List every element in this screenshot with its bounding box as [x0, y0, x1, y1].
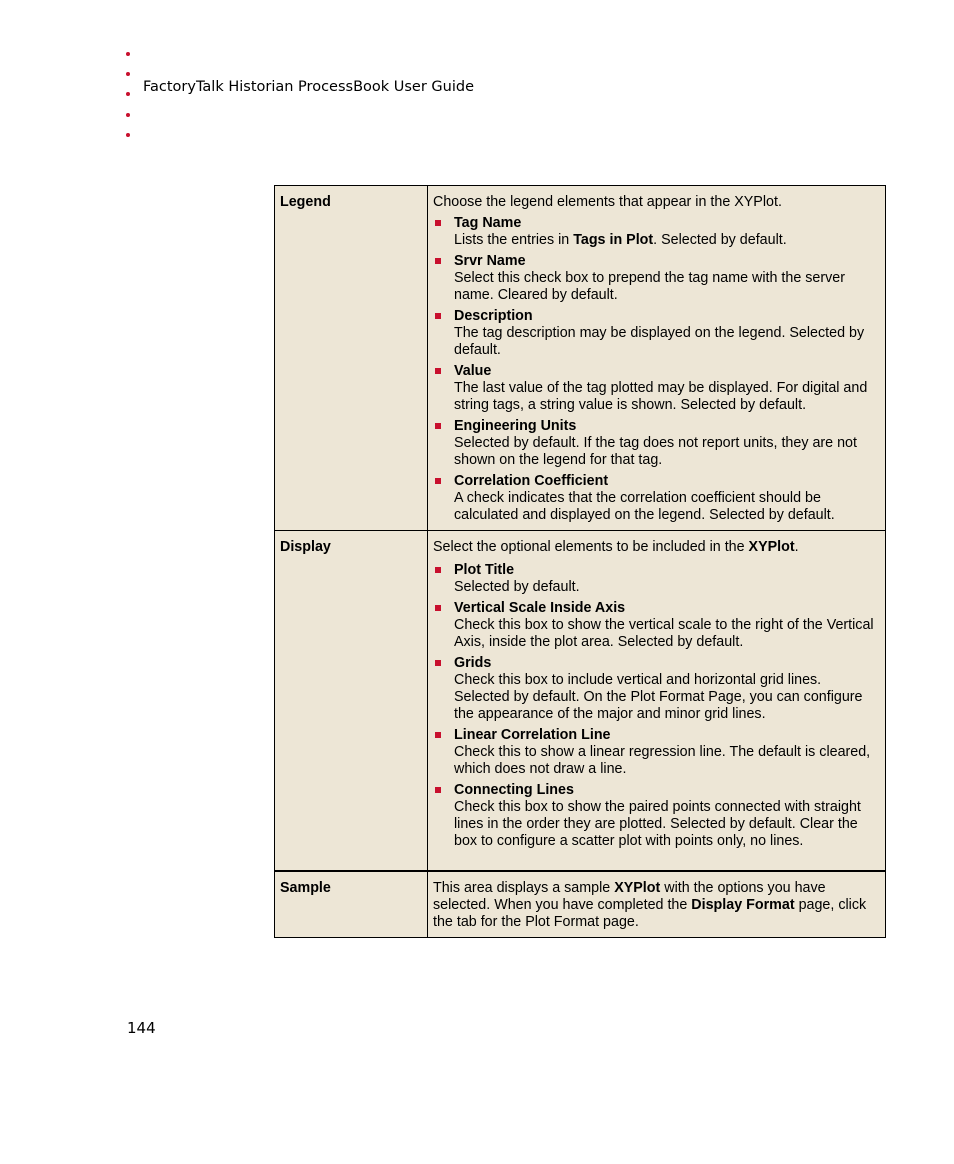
square-bullet-icon — [435, 787, 441, 793]
row-intro — [433, 539, 880, 556]
item-name: Grids — [454, 655, 492, 671]
sample-text: page, click the tab for the Plot Format page. — [433, 897, 867, 930]
item-desc: Check this box to show the paired points connected with straight lines in the order they are plotted. Selected by default. Clear the box to configure a scatter plot with points only, no lines. — [454, 799, 861, 849]
item-desc: Check this box to include vertical and horizontal grid lines. Selected by default. On the Plot Format Page, you can configure the appearance of the major and minor grid lines. — [454, 672, 863, 722]
square-bullet-icon — [435, 732, 441, 738]
sample-text: with the options you have selected. When you have completed the — [433, 880, 826, 913]
square-bullet-icon — [435, 258, 441, 264]
row-intro: Choose the legend elements that appear in the XYPlot. — [433, 194, 782, 210]
list-item — [433, 782, 880, 850]
square-bullet-icon — [435, 368, 441, 374]
item-desc: Select this check box to prepend the tag name with the server name. Cleared by default. — [454, 270, 846, 303]
item-name: Plot Title — [454, 562, 515, 578]
item-desc — [454, 232, 880, 249]
intro-bold: XYPlot — [748, 539, 795, 555]
square-bullet-icon — [435, 660, 441, 666]
row-label: Sample — [275, 871, 428, 938]
item-name: Value — [454, 363, 492, 379]
intro-text: Select the optional elements to be included in the — [433, 539, 749, 555]
list-item — [433, 727, 880, 778]
item-name: Connecting Lines — [454, 782, 574, 798]
list-item — [433, 473, 880, 524]
item-name: Engineering Units — [454, 418, 577, 434]
sample-bold: XYPlot — [614, 880, 661, 896]
square-bullet-icon — [435, 605, 441, 611]
square-bullet-icon — [435, 423, 441, 429]
list-item — [433, 418, 880, 469]
item-name: Tag Name — [454, 215, 522, 231]
row-content — [428, 871, 886, 938]
bullet-dot — [126, 133, 130, 137]
list-item — [433, 363, 880, 414]
item-desc: Selected by default. If the tag does not report units, they are not shown on the legend for that tag. — [454, 435, 857, 468]
square-bullet-icon — [435, 567, 441, 573]
square-bullet-icon — [435, 313, 441, 319]
desc-bold: Tags in Plot — [573, 232, 654, 248]
item-name: Vertical Scale Inside Axis — [454, 600, 626, 616]
item-name: Linear Correlation Line — [454, 727, 611, 743]
list-item — [433, 308, 880, 359]
list-item — [433, 215, 880, 249]
table-row-display — [275, 531, 886, 872]
table-row-legend — [275, 186, 886, 531]
row-label: Legend — [275, 186, 428, 531]
desc-text: Lists the entries in — [454, 232, 574, 248]
item-desc: Check this box to show the vertical scale to the right of the Vertical Axis, inside the plot area. Selected by default. — [454, 617, 874, 650]
page-number: 144 — [127, 1019, 156, 1037]
desc-text: . Selected by default. — [653, 232, 787, 248]
options-table — [274, 185, 886, 938]
list-item — [433, 253, 880, 304]
bullet-dot — [126, 113, 130, 117]
row-content — [428, 186, 886, 531]
item-desc: Selected by default. — [454, 579, 580, 595]
list-item — [433, 655, 880, 723]
square-bullet-icon — [435, 478, 441, 484]
square-bullet-icon — [435, 220, 441, 226]
list-item — [433, 562, 880, 596]
list-item — [433, 600, 880, 651]
bullet-dot — [126, 72, 130, 76]
item-desc: The tag description may be displayed on the legend. Selected by default. — [454, 325, 865, 358]
row-label: Display — [275, 531, 428, 872]
item-desc: A check indicates that the correlation coefficient should be calculated and displayed on the legend. Selected by default. — [454, 490, 835, 523]
item-name: Srvr Name — [454, 253, 526, 269]
item-name: Correlation Coefficient — [454, 473, 609, 489]
row-content — [428, 531, 886, 872]
item-desc: Check this to show a linear regression line. The default is cleared, which does not draw a line. — [454, 744, 871, 777]
table-row-sample — [275, 871, 886, 938]
sample-text: This area displays a sample — [433, 880, 615, 896]
bullet-dot — [126, 52, 130, 56]
item-name: Description — [454, 308, 533, 324]
intro-text: . — [794, 539, 799, 555]
bullet-dot — [126, 92, 130, 96]
sample-bold: Display Format — [691, 897, 795, 913]
document-title: FactoryTalk Historian ProcessBook User Guide — [143, 79, 475, 95]
item-desc: The last value of the tag plotted may be displayed. For digital and string tags, a string value is shown. Selected by default. — [454, 380, 868, 413]
